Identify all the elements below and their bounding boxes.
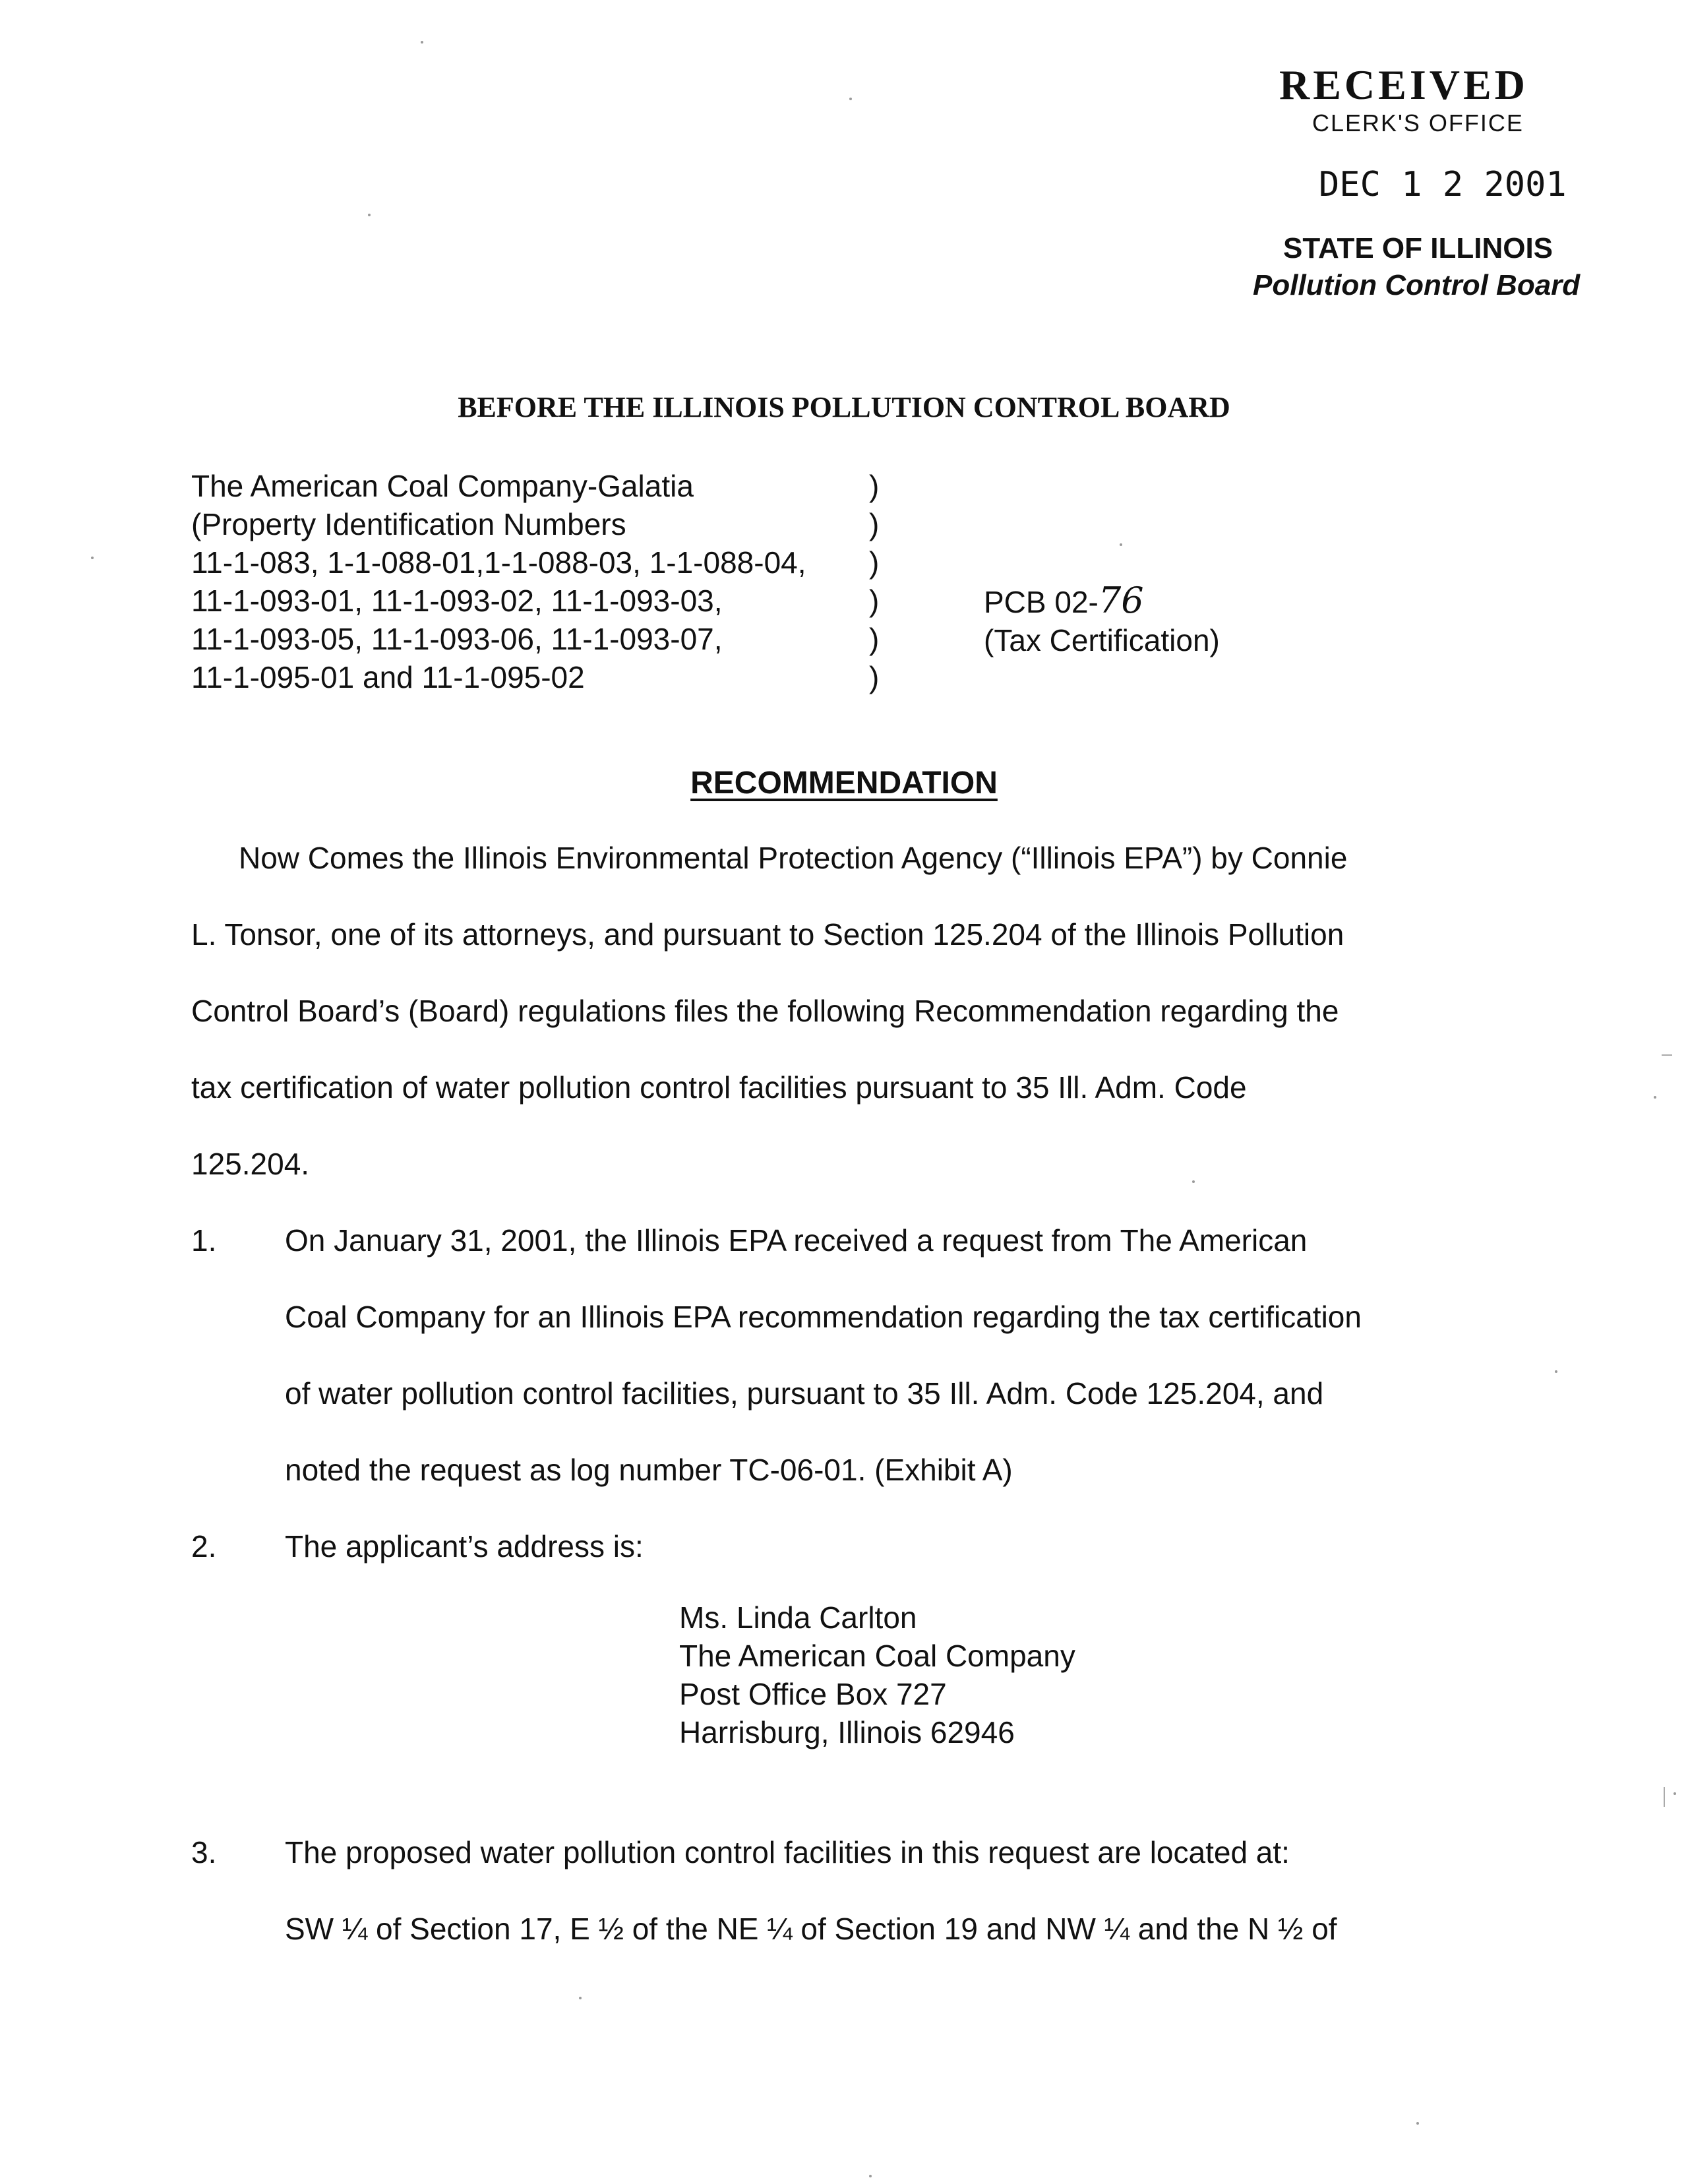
address-line: Harrisburg, Illinois 62946 <box>679 1715 1015 1749</box>
case-number-handwritten: 76 <box>1098 580 1144 621</box>
item-number: 2. <box>191 1529 217 1563</box>
item-line: Coal Company for an Illinois EPA recommendation regarding the tax certification <box>285 1300 1362 1334</box>
caption-paren: ) <box>869 545 880 580</box>
item-number: 3. <box>191 1835 217 1869</box>
court-title: BEFORE THE ILLINOIS POLLUTION CONTROL BOARD <box>458 391 1230 423</box>
item-line: The proposed water pollution control facilities in this request are located at: <box>285 1835 1290 1869</box>
caption-paren: ) <box>869 622 880 656</box>
intro-line: Now Comes the Illinois Environmental Protection Agency (“Illinois EPA”) by Connie <box>239 841 1348 875</box>
intro-line: 125.204. <box>191 1147 310 1181</box>
caption-line: 11-1-093-05, 11-1-093-06, 11-1-093-07, <box>191 622 723 656</box>
received-stamp-title: RECEIVED <box>1279 61 1528 108</box>
caption-line: 11-1-095-01 and 11-1-095-02 <box>191 660 585 694</box>
item-number: 1. <box>191 1223 217 1258</box>
item-line: noted the request as log number TC-06-01. (Exhibit A) <box>285 1453 1013 1487</box>
item-line: The applicant’s address is: <box>285 1529 644 1563</box>
caption-paren: ) <box>869 660 880 694</box>
received-stamp-state: STATE OF ILLINOIS <box>1283 232 1553 264</box>
item-line: On January 31, 2001, the Illinois EPA received a request from The American <box>285 1223 1308 1258</box>
intro-line: tax certification of water pollution control facilities pursuant to 35 Ill. Adm. Code <box>191 1070 1247 1105</box>
intro-line: L. Tonsor, one of its attorneys, and pursuant to Section 125.204 of the Illinois Pollution <box>191 917 1344 952</box>
item-line: SW ¼ of Section 17, E ½ of the NE ¼ of Section 19 and NW ¼ and the N ½ of <box>285 1912 1337 1946</box>
received-stamp-date: DEC 1 2 2001 <box>1319 165 1567 204</box>
received-stamp-clerks-office: CLERK'S OFFICE <box>1312 109 1524 136</box>
item-line: of water pollution control facilities, pursuant to 35 Ill. Adm. Code 125.204, and <box>285 1376 1324 1410</box>
caption-line: 11-1-093-01, 11-1-093-02, 11-1-093-03, <box>191 584 723 618</box>
document-heading: RECOMMENDATION <box>690 766 998 801</box>
address-line: The American Coal Company <box>679 1639 1075 1673</box>
intro-line: Control Board’s (Board) regulations files the following Recommendation regarding the <box>191 994 1339 1028</box>
caption-paren: ) <box>869 469 880 503</box>
caption-line: (Property Identification Numbers <box>191 507 626 541</box>
caption-paren: ) <box>869 507 880 541</box>
received-stamp-board: Pollution Control Board <box>1253 269 1581 301</box>
caption-line: The American Coal Company-Galatia <box>191 469 694 503</box>
address-line: Ms. Linda Carlton <box>679 1600 917 1635</box>
case-type: (Tax Certification) <box>984 623 1220 657</box>
case-prefix: PCB 02- <box>984 585 1099 619</box>
address-line: Post Office Box 727 <box>679 1677 947 1711</box>
caption-line: 11-1-083, 1-1-088-01,1-1-088-03, 1-1-088-04, <box>191 545 806 580</box>
caption-paren: ) <box>869 584 880 618</box>
